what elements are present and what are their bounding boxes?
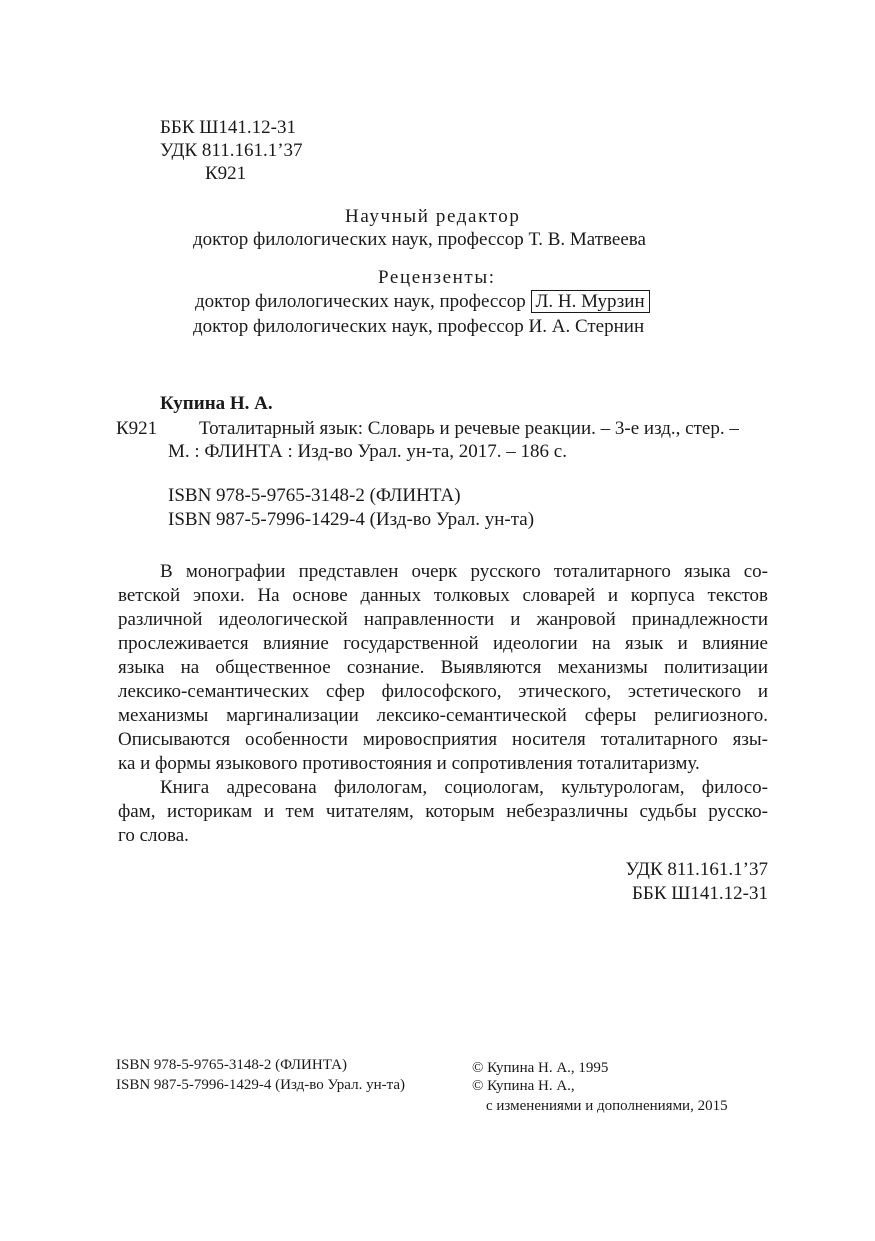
- abstract-line: Описываются особенности мировосприятия носителя тоталитарного язы-: [118, 729, 768, 750]
- book-title-line: Тоталитарный язык: Словарь и речевые реакции. – 3-е изд., стер. –: [199, 418, 739, 439]
- editor-line: доктор филологических наук, профессор Т. В. Матвеева: [193, 229, 646, 250]
- reviewer-1-name: Л. Н. Мурзин: [531, 290, 650, 313]
- footer-isbn-1: ISBN 978-5-9765-3148-2 (ФЛИНТА): [116, 1057, 347, 1073]
- book-author: Купина Н. А.: [160, 393, 273, 414]
- bbk-code: ББК Ш141.12-31: [160, 117, 296, 138]
- abstract-paragraph-2: [118, 776, 768, 848]
- abstract-line: ветской эпохи. На основе данных толковых словарей и корпуса текстов: [118, 585, 768, 606]
- footer-copyright-2: © Купина Н. А.,: [472, 1078, 575, 1094]
- abstract-line: лексико-семантических сфер философского, этического, эстетического и: [118, 681, 768, 702]
- right-udk-code: УДК 811.161.1’37: [625, 859, 768, 880]
- editor-heading: Научный редактор: [345, 206, 521, 227]
- reviewer-2-title: доктор филологических наук, профессор: [193, 316, 524, 337]
- right-bbk-code: ББК Ш141.12-31: [632, 883, 768, 904]
- reviewer-1: [195, 290, 650, 314]
- reviewer-1-title: доктор филологических наук, профессор: [195, 291, 526, 312]
- book-isbn-2: ISBN 987-5-7996-1429-4 (Изд-во Урал. ун-та): [168, 509, 535, 530]
- udk-code: УДК 811.161.1’37: [160, 140, 303, 161]
- footer-copyright-1: © Купина Н. А., 1995: [472, 1060, 609, 1076]
- abstract-line: Книга адресована филологам, социологам, культурологам, филосо-: [160, 777, 768, 798]
- abstract-line: механизмы маргинализации лексико-семантической сферы религиозного.: [118, 705, 768, 726]
- abstract-line: прослеживается влияние государственной идеологии на язык и влияние: [118, 633, 768, 654]
- abstract: [118, 560, 768, 848]
- abstract-line: языка на общественное сознание. Выявляются механизмы политизации: [118, 657, 768, 678]
- abstract-line: ка и формы языкового противостояния и сопротивления тоталитаризму.: [118, 753, 700, 774]
- reviewers-heading: Рецензенты:: [378, 267, 496, 288]
- book-imprint-line: М. : ФЛИНТА : Изд-во Урал. ун-та, 2017. – 186 с.: [168, 441, 567, 462]
- reviewer-2-name: И. А. Стернин: [528, 316, 645, 337]
- author-mark: К921: [205, 163, 247, 184]
- abstract-line: го слова.: [118, 825, 189, 846]
- reviewer-2: [193, 315, 644, 339]
- book-mark: К921: [116, 418, 158, 439]
- abstract-line: фам, историкам и тем читателям, которым небезразличны судьбы русско-: [118, 801, 768, 822]
- abstract-line: В монографии представлен очерк русского тоталитарного языка со-: [160, 561, 768, 582]
- footer-isbn-2: ISBN 987-5-7996-1429-4 (Изд-во Урал. ун-та): [116, 1077, 405, 1093]
- abstract-line: различной идеологической направленности и жанровой принадлежности: [118, 609, 768, 630]
- abstract-paragraph-1: [118, 560, 768, 776]
- footer-copyright-3: с изменениями и дополнениями, 2015: [486, 1098, 728, 1114]
- book-isbn-1: ISBN 978-5-9765-3148-2 (ФЛИНТА): [168, 485, 461, 506]
